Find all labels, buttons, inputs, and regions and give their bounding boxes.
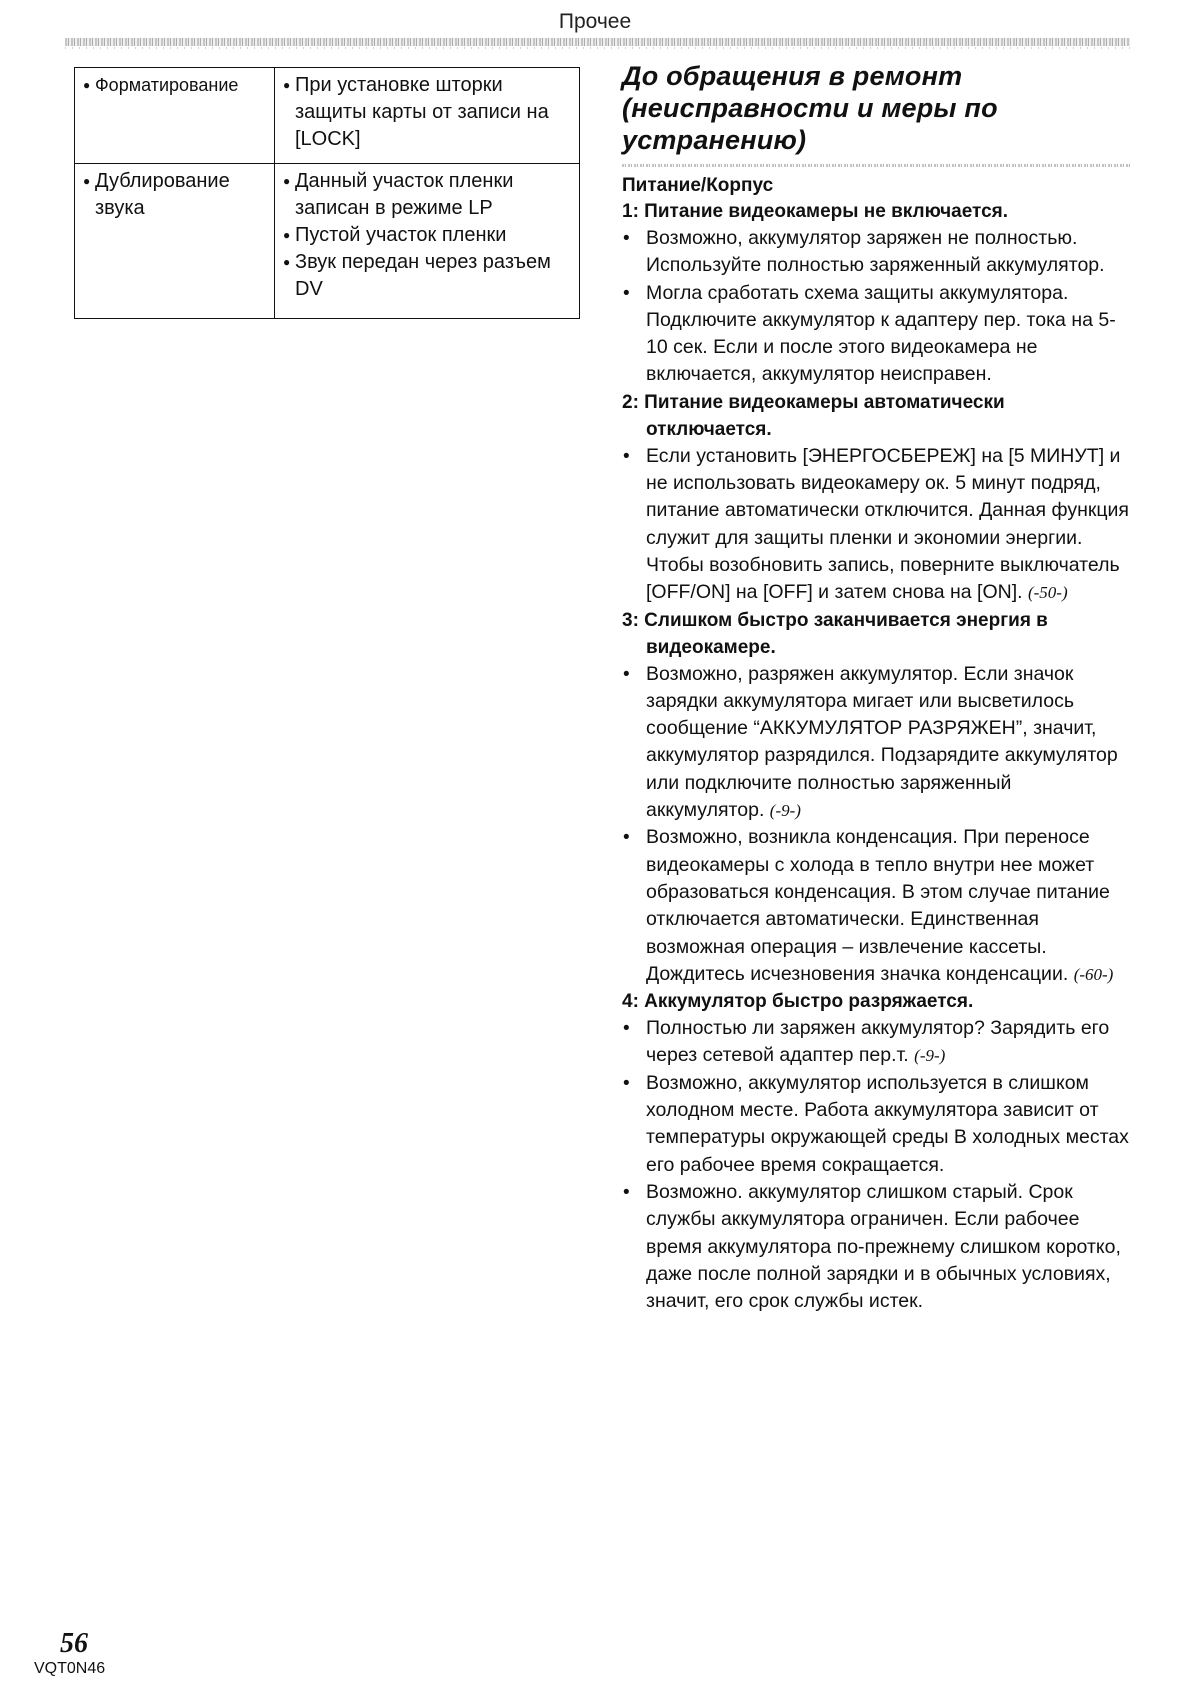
- solution-item: [622, 661, 1132, 825]
- table-cell-text: ● При установке шторки защиты карты от записи на [LOCK]: [283, 72, 571, 153]
- table-cell-text: ● Данный участок пленки записан в режиме LP: [283, 168, 571, 222]
- page-reference[interactable]: (-60-): [1073, 964, 1114, 984]
- table-cell-reasons: [275, 164, 580, 319]
- bullet-icon: •: [623, 663, 630, 685]
- table-cell-text: ● Форматирование: [83, 72, 266, 99]
- solution-item: [622, 225, 1132, 280]
- solution-text: Возможно, аккумулятор заряжен не полностью. Используйте полностью заряженный аккумулятор.: [646, 227, 1105, 277]
- solution-item: [622, 824, 1132, 988]
- solution-text: Полностью ли заряжен аккумулятор? Зарядить его через сетевой адаптер пер.т.: [646, 1017, 1110, 1067]
- troubleshooting-section: [622, 60, 1132, 1315]
- document-code: VQT0N46: [34, 1660, 106, 1677]
- bullet-icon: •: [623, 282, 630, 304]
- solution-text: Возможно, аккумулятор используется в слишком холодном месте. Работа аккумулятора зависит от температуры окружающей среды В холодных местах его рабочее время сокращается.: [646, 1071, 1129, 1176]
- page-number: 56: [60, 1628, 88, 1659]
- bullet-icon: •: [623, 228, 630, 249]
- problem-heading: 4: Аккумулятор быстро разряжается.: [622, 991, 974, 1013]
- table-cell-function: [75, 68, 275, 164]
- table-row: [75, 164, 580, 319]
- problem-heading: 3: Слишком быстро заканчивается энергия в видеокамере.: [622, 609, 1048, 658]
- solution-item: [622, 443, 1132, 607]
- solution-item: [622, 1179, 1132, 1315]
- bullet-icon: •: [623, 1181, 630, 1203]
- table-cell-function: [75, 164, 275, 319]
- bullet-icon: •: [623, 1018, 630, 1040]
- section-heading: До обращения в ремонт (неисправности и меры по устранению): [622, 61, 998, 155]
- bullet-icon: •: [623, 445, 630, 467]
- solution-item: [622, 280, 1132, 389]
- page-reference[interactable]: (-9-): [769, 801, 801, 821]
- solution-item: [622, 1015, 1132, 1070]
- table-row: [75, 68, 580, 164]
- bullet-icon: •: [623, 827, 630, 849]
- solution-text: Могла сработать схема защиты аккумулятора. Подключите аккумулятор к адаптеру пер. тока на 5-10 сек. Если и после этого видеокамера не включается, аккумулятор неисправен.: [646, 281, 1116, 386]
- page-section-title: Прочее: [558, 10, 632, 33]
- solution-text: Если установить [ЭНЕРГОСБЕРЕЖ] на [5 МИНУТ] и не использовать видеокамеру ок. 5 минут подряд, питание автоматически отключится. Данная функция служит для защиты пленки и экономии энергии. Чтобы возобновить запись, поверните выключатель [OFF/ON] на [OFF] и затем снова на [ON].: [646, 444, 1129, 604]
- heading-divider: [622, 164, 1132, 167]
- solution-text: Возможно, возникла конденсация. При переносе видеокамеры с холода в тепло внутри нее может образоваться конденсация. В этом случае питание отключается автоматически. Единственная возможная операция – извлечение кассеты. Дождитесь исчезновения значка конденсации.: [646, 826, 1110, 985]
- table-cell-reasons: [275, 68, 580, 164]
- page-reference[interactable]: (-50-): [1027, 583, 1068, 603]
- problem-heading: 1: Питание видеокамеры не включается.: [622, 201, 1009, 222]
- solution-item: [622, 1070, 1132, 1179]
- function-limitations-table: [74, 67, 580, 319]
- table-cell-text: ● Звук передан через разъем DV: [283, 249, 571, 303]
- bullet-icon: •: [623, 1072, 630, 1094]
- header-divider: [65, 38, 1130, 46]
- solution-text: Возможно. аккумулятор слишком старый. Срок службы аккумулятора ограничен. Если рабочее время аккумулятора по-прежнему слишком коротко, даже после полной зарядки и в обычных условиях, значит, его срок службы истек.: [646, 1180, 1121, 1313]
- table-cell-text: ● Дублирование звука: [83, 168, 266, 222]
- problem-heading: 2: Питание видеокамеры автоматически отключается.: [622, 391, 1005, 440]
- page-reference[interactable]: (-9-): [914, 1046, 946, 1066]
- subsection-heading: Питание/Корпус: [622, 175, 774, 196]
- table-cell-text: ● Пустой участок пленки: [283, 222, 571, 249]
- solution-text: Возможно, разряжен аккумулятор. Если значок зарядки аккумулятора мигает или высветилось сообщение “АККУМУЛЯТОР РАЗРЯЖЕН”, значит, аккумулятор разрядился. Подзарядите аккумулятор или подключите полностью заряженный аккумулятор.: [646, 662, 1118, 822]
